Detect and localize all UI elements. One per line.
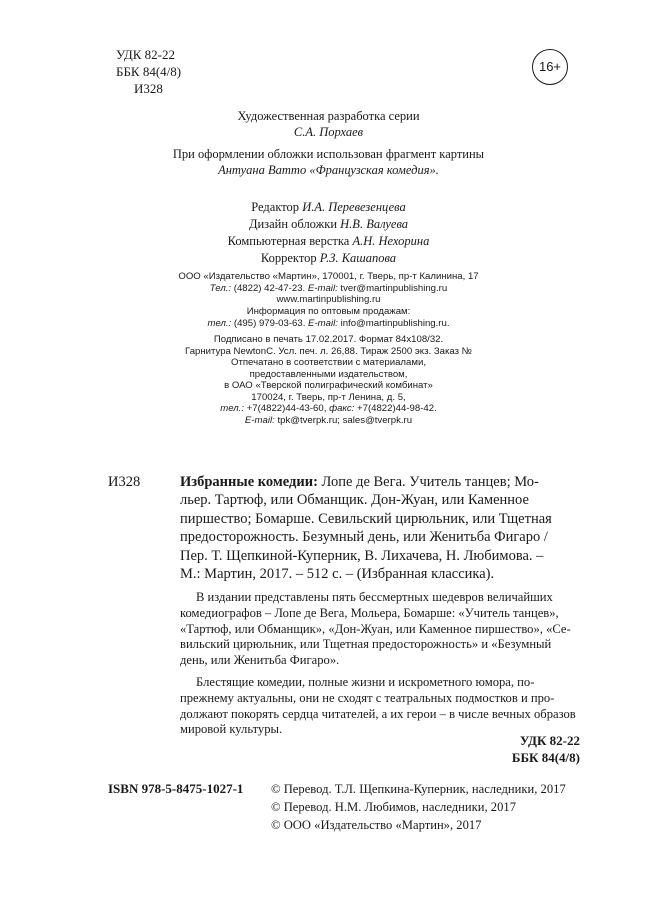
wholesale-title: Информация по оптовым продажам: [246,306,411,317]
series-design-label: Художественная разработка серии [237,109,420,123]
cover-note-line2: Антуана Ватто «Французская комедия». [218,163,439,177]
bib-line5: Пер. Т. Щепкиной-Куперник, В. Лихачева, Н. Любимова. – [180,547,544,564]
annotation-paragraph-1 [180,590,580,669]
series-design-name: С.А. Порхаев [293,125,364,139]
print-printer: в ОАО «Тверской полиграфический комбинат» [224,380,433,391]
wholesale-email: info@martinpublishing.ru. [340,317,450,329]
annotation-p1-line2: комедиографов – Лопе де Вега, Мольера, Бомарше: «Учитель танцев», [180,605,559,620]
print-tel-label: тел.: [220,403,244,414]
top-classification-codes [116,46,181,97]
print-tel: +7(4822)44-43-60, [246,403,327,414]
cover-note [0,146,657,178]
print-fax: +7(4822)44-98-42. [357,403,437,414]
annotation-p1-line5: день, или Женитьба Фигаро». [180,653,340,668]
wholesale-tel-label: тел.: [207,317,232,329]
publisher-email: tver@martinpublishing.ru [340,282,448,294]
publisher-tel-label: Тел.: [209,282,232,294]
wholesale-email-label: E-mail: [308,317,338,329]
annotation-p2-line3: должают покорять сердца читателей, а их герои – в числе вечных образов [180,706,576,721]
bib-line2: льер. Тартюф, или Обманщик. Дон-Жуан, или Каменное [180,492,529,509]
annotation [180,590,580,744]
annotation-paragraph-2 [180,675,580,738]
annotation-p2-line4: мировой культуры. [180,722,283,737]
editor-label: Редактор [251,200,300,214]
bib-line3: пиршество; Бомарше. Севильский цирюльник, или Тщетная [180,510,552,527]
bibliographic-entry [180,473,580,583]
bottom-udk-code: УДК 82-22 [519,733,580,748]
print-note1: Отпечатано в соответствии с материалами, [231,357,426,368]
copyright-line: © ООО «Издательство «Мартин», 2017 [271,818,482,832]
author-sign: И328 [134,81,163,96]
copyright-line: © Перевод. Т.Л. Щепкина-Куперник, наследники, 2017 [271,782,566,796]
copyright-notices [271,780,566,834]
annotation-p1-line1: В издании представлены пять бессмертных шедевров величайших [196,590,553,604]
editor-credit [0,199,657,216]
annotation-p2-line1: Блестящие комедии, полные жизни и искрометного юмора, по- [196,674,535,689]
publisher-address: ООО «Издательство «Мартин», 170001, г. Тверь, пр-т Калинина, 17 [178,271,479,282]
bib-line1 [180,473,580,491]
udk-code: УДК 82-22 [116,47,176,62]
annotation-p2-line2: прежнему актуальны, они не сходят с театральных подмостков и про- [180,690,555,705]
annotation-p1-line3: «Тартюф, или Обманщик», «Дон-Жуан, или Каменное пиршество», «Се- [180,621,571,636]
publisher-website: www.martinpublishing.ru [276,294,381,305]
print-contacts [0,403,657,415]
staff-credits [0,199,657,267]
bib-author-sign: И328 [108,474,141,490]
cover-design-label: Дизайн обложки [248,217,338,231]
bbk-code: ББК 84(4/8) [116,64,182,79]
cover-design-name: Н.В. Валуева [340,217,409,231]
copyright-line: © Перевод. Н.М. Любимов, наследники, 2017 [271,800,516,814]
book-title: Избранные комедии: [180,474,318,490]
print-info [0,334,657,426]
corrector-label: Корректор [260,251,317,265]
print-note2: предоставленными издательством, [249,368,408,380]
print-email-label: E-mail: [244,414,275,426]
bib-line4: предосторожность. Безумный день, или Женитьба Фигаро / [180,529,548,546]
wholesale-contacts [0,318,657,330]
layout-label: Компьютерная верстка [227,234,350,248]
cover-design-credit [0,216,657,233]
print-signed: Подписано в печать 17.02.2017. Формат 84x108/32. [213,334,444,345]
corrector-credit [0,250,657,267]
bottom-bbk-code: ББК 84(4/8) [511,750,580,765]
bib-line6: М.: Мартин, 2017. – 512 с. – (Избранная классика). [180,566,495,583]
publisher-info [0,271,657,306]
wholesale-tel: (495) 979-03-63. [233,317,306,329]
print-email-line [0,415,657,427]
wholesale-info [0,306,657,329]
annotation-p1-line4: вильский цирюльник, или Тщетная предосторожность» и «Безумный [180,637,552,652]
age-rating-badge: 16+ [532,49,568,85]
layout-credit [0,233,657,250]
isbn: ISBN 978-5-8475-1027-1 [108,781,244,796]
editor-name: И.А. Перевезенцева [302,200,406,214]
series-design-credit [0,108,657,140]
cover-note-line1: При оформлении обложки использован фрагмент картины [172,147,485,161]
print-printer-address: 170024, г. Тверь, пр-т Ленина, д. 5, [251,391,406,403]
bottom-classification-codes [470,732,580,766]
bib-line1-rest: Лопе де Вега. Учитель танцев; Мо- [321,474,539,490]
layout-name: А.Н. Нехорина [352,234,430,248]
print-format: Гарнитура NewtonC. Усл. печ. л. 26,88. Тираж 2500 экз. Заказ № [185,345,472,357]
print-email: tpk@tverpk.ru; sales@tverpk.ru [277,414,413,426]
print-fax-label: факс: [329,403,355,414]
corrector-name: Р.З. Кашапова [319,251,397,265]
publisher-contacts [0,283,657,295]
publisher-tel: (4822) 42-47-23. [233,282,306,294]
publisher-email-label: E-mail: [307,282,338,294]
